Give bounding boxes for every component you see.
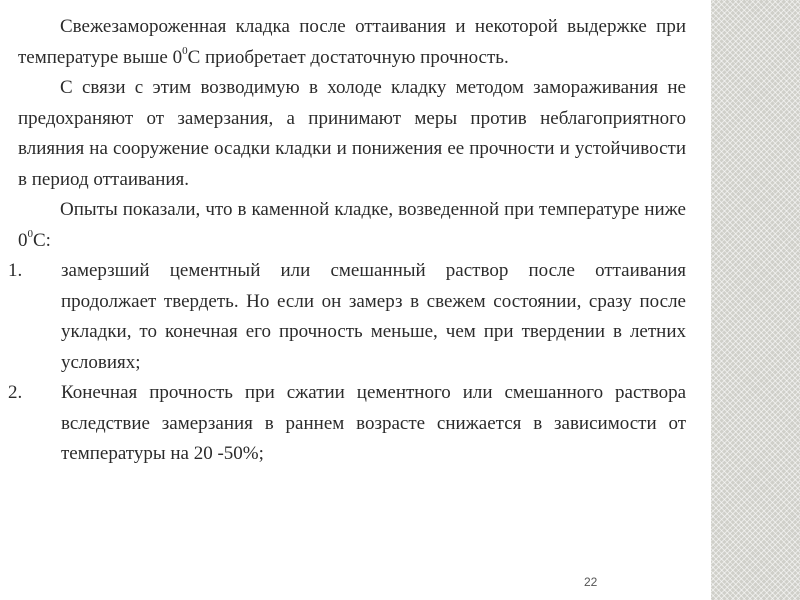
slide-body <box>8 12 686 470</box>
list-item-2 <box>8 378 686 470</box>
page-number: 22 <box>584 575 598 589</box>
decorative-side-band <box>711 0 800 600</box>
superscript-degree: 0 <box>182 45 188 58</box>
list-number: 1. <box>8 260 23 281</box>
paragraph-2: С связи с этим возводимую в холоде кладку методом замораживания не предохраняют от замерзания, а принимают меры против неблагоприятного влияния на сооружение осадки кладки и понижения ее прочности и устойчивости в период оттаивания. <box>18 77 686 190</box>
list-item-text: замерзший цементный или смешанный раствор после оттаивания продолжает твердеть. Но если он замерз в свежем состоянии, сразу после укладки, то конечная его прочность меньше, чем при твердении в летних условиях; <box>61 260 686 373</box>
list-item-text: Конечная прочность при сжатии цементного или смешанного раствора вследствие замерзания в раннем возрасте снижается в зависимости от температуры на 20 -50%; <box>61 382 686 464</box>
list-item-1 <box>8 256 686 378</box>
list-number: 2. <box>8 382 23 403</box>
paragraph-1: Свежезамороженная кладка после оттаивания и некоторой выдержке при температуре выше $0^0С$ приобретает достаточную прочность. <box>18 16 686 68</box>
paragraph-3: Опыты показали, что в каменной кладке, возведенной при температуре ниже $0^0С$: <box>18 199 686 251</box>
superscript-degree: 0 <box>27 228 33 241</box>
